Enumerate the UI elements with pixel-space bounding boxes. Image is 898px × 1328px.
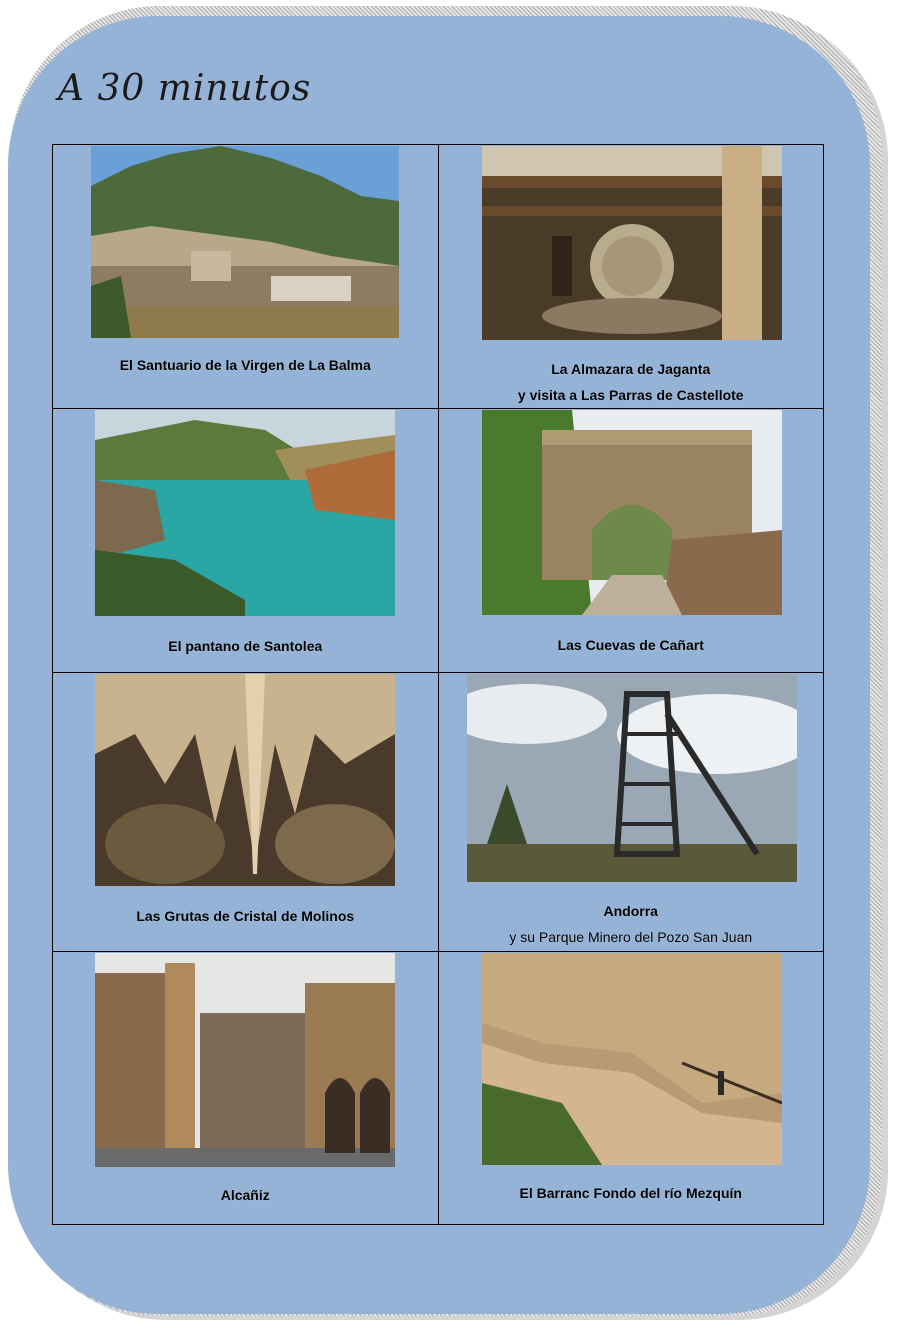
cuevas-photo — [482, 410, 782, 615]
attractions-grid — [52, 144, 824, 1225]
caption-line: y visita a Las Parras de Castellote — [517, 387, 744, 403]
alcaniz-photo — [95, 953, 395, 1167]
andorra-photo — [467, 674, 797, 882]
grutas-photo — [95, 674, 395, 886]
page-title: A 30 minutos — [58, 68, 312, 109]
cell-caption — [439, 356, 824, 408]
caption-line: El Barranc Fondo del río Mezquín — [519, 1185, 742, 1201]
cell-caption — [439, 898, 824, 950]
grid-cell — [438, 145, 824, 409]
caption-line: y su Parque Minero del Pozo San Juan — [509, 929, 753, 945]
barranc-photo — [482, 953, 782, 1165]
cell-caption — [53, 352, 438, 378]
cell-caption — [53, 903, 438, 929]
grid-cell — [53, 145, 439, 409]
caption-line: Las Grutas de Cristal de Molinos — [136, 908, 355, 924]
caption-line: Andorra — [603, 903, 658, 919]
almazara-photo — [482, 146, 782, 340]
cell-caption — [439, 632, 824, 658]
caption-line: La Almazara de Jaganta — [551, 361, 711, 377]
caption-line: Alcañiz — [220, 1187, 270, 1203]
cell-caption — [439, 1180, 824, 1206]
pantano-photo — [95, 410, 395, 616]
grid-cell — [438, 952, 824, 1225]
grid-cell — [53, 409, 439, 673]
caption-line: El pantano de Santolea — [168, 638, 323, 654]
cell-caption — [53, 1182, 438, 1208]
grid-cell — [438, 409, 824, 673]
caption-line: Las Cuevas de Cañart — [557, 637, 704, 653]
santuario-photo — [91, 146, 399, 338]
caption-line: El Santuario de la Virgen de La Balma — [119, 357, 371, 373]
grid-cell — [438, 673, 824, 952]
grid-cell — [53, 673, 439, 952]
cell-caption — [53, 633, 438, 659]
grid-cell — [53, 952, 439, 1225]
